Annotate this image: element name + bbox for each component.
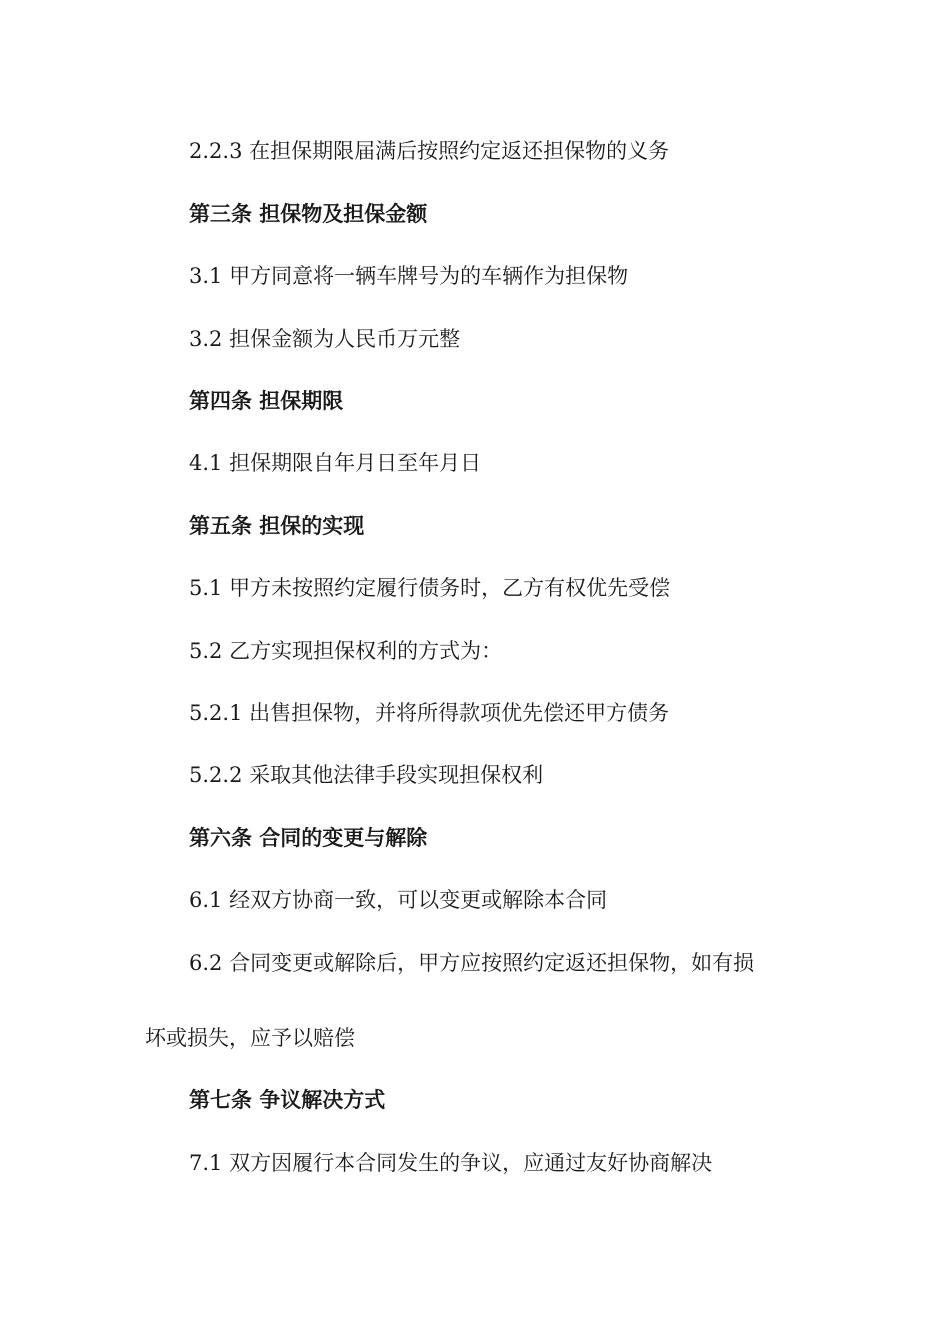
article-4-heading: 第四条 担保期限	[189, 389, 344, 413]
article-5-heading: 第五条 担保的实现	[189, 514, 365, 538]
clause-5-2-2: 5.2.2 采取其他法律手段实现担保权利	[189, 763, 544, 787]
clause-6-2: 6.2 合同变更或解除后，甲方应按照约定返还担保物，如有损	[189, 951, 755, 975]
clause-5-2: 5.2 乙方实现担保权利的方式为：	[189, 639, 503, 663]
clause-6-2-continuation: 坏或损失，应予以赔偿	[145, 1026, 355, 1050]
article-6-heading: 第六条 合同的变更与解除	[189, 826, 428, 850]
clause-5-2-1: 5.2.1 出售担保物，并将所得款项优先偿还甲方债务	[189, 701, 670, 725]
clause-6-1: 6.1 经双方协商一致，可以变更或解除本合同	[189, 888, 608, 912]
clause-7-1: 7.1 双方因履行本合同发生的争议，应通过友好协商解决	[189, 1151, 713, 1175]
article-3-heading: 第三条 担保物及担保金额	[189, 202, 428, 226]
article-7-heading: 第七条 争议解决方式	[189, 1088, 386, 1112]
clause-4-1: 4.1 担保期限自年月日至年月日	[189, 451, 482, 475]
clause-3-2: 3.2 担保金额为人民币万元整	[189, 327, 461, 351]
clause-2-2-3: 2.2.3 在担保期限届满后按照约定返还担保物的义务	[189, 139, 670, 163]
clause-5-1: 5.1 甲方未按照约定履行债务时，乙方有权优先受偿	[189, 576, 671, 600]
clause-3-1: 3.1 甲方同意将一辆车牌号为的车辆作为担保物	[189, 264, 629, 288]
